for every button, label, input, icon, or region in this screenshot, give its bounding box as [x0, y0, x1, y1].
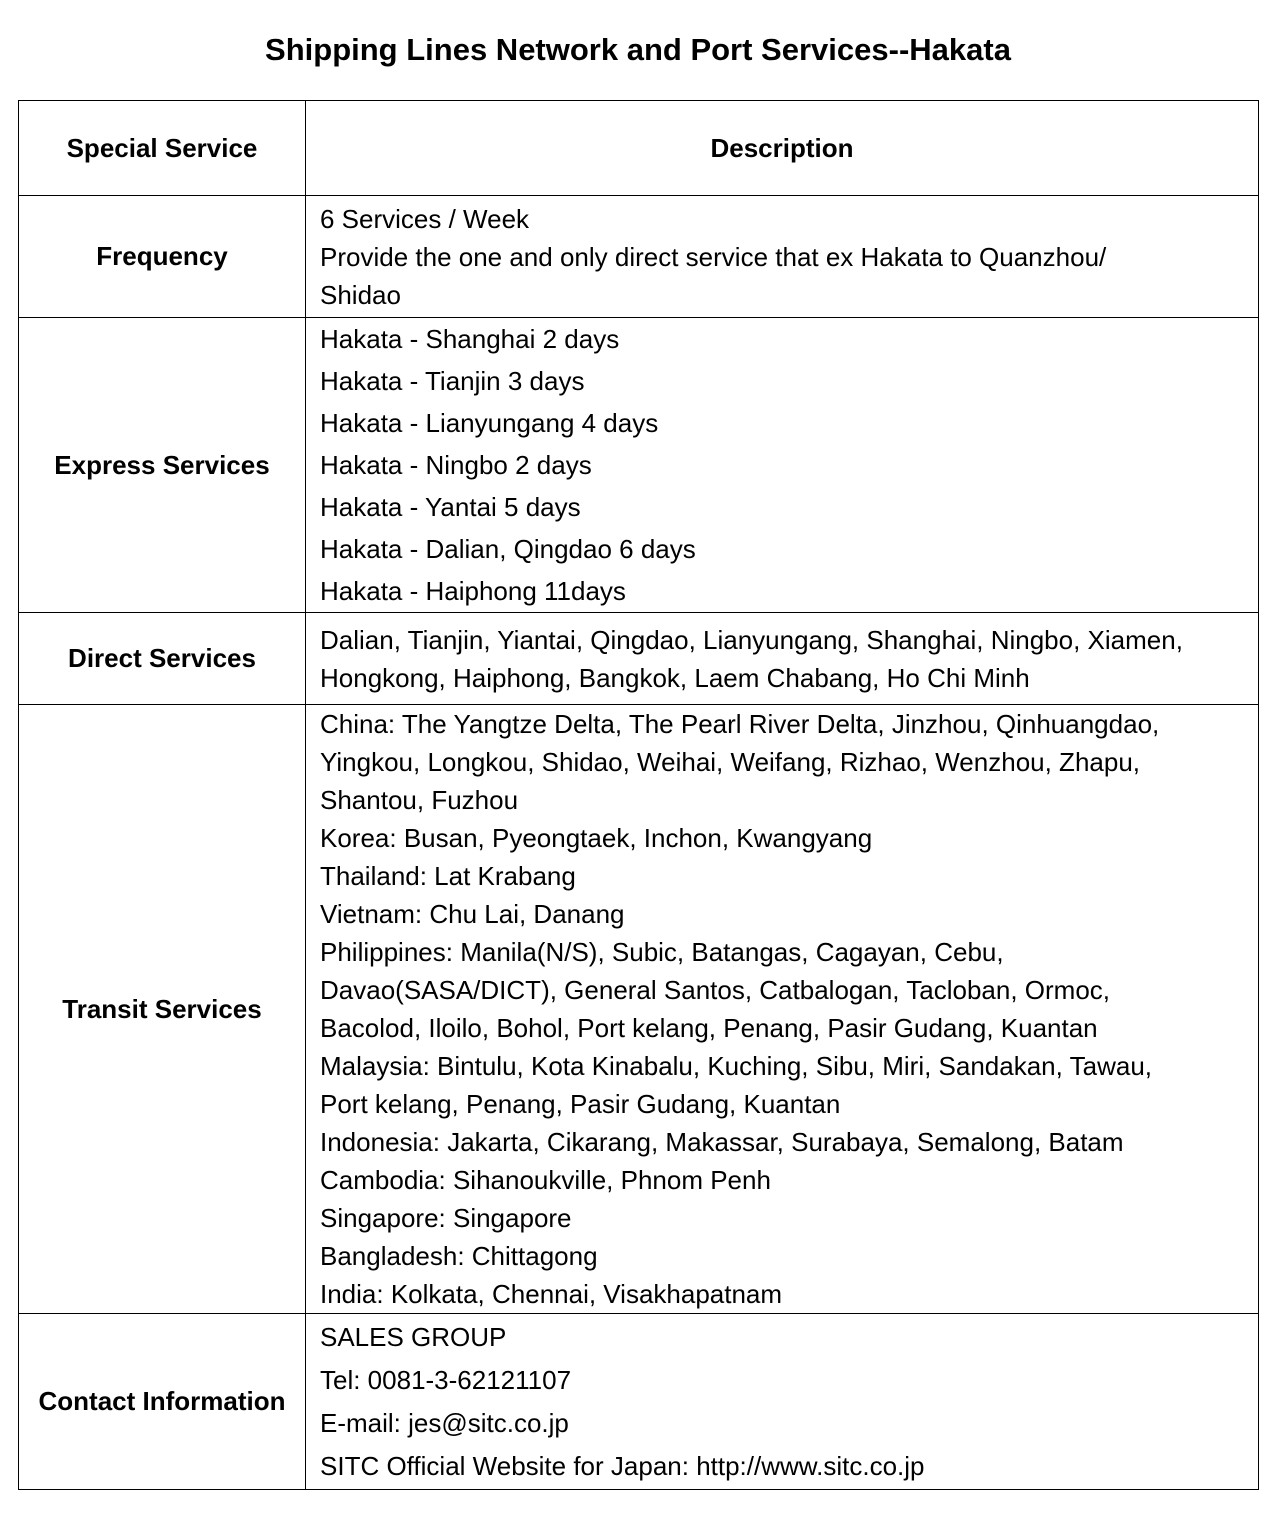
description-line: Hakata - Haiphong 11days [320, 576, 626, 606]
description-line: India: Kolkata, Chennai, Visakhapatnam [320, 1279, 783, 1309]
description-line: Shantou, Fuzhou [320, 785, 519, 815]
contact-tel: Tel: 0081-3-62121107 [320, 1364, 572, 1395]
description-line: Provide the one and only direct service that ex Hakata to Quanzhou/ [320, 241, 1107, 272]
row-transit-services [19, 705, 1259, 1314]
description-line: Port kelang, Penang, Pasir Gudang, Kuantan [320, 1089, 841, 1119]
services-table [18, 100, 1259, 1490]
description-line: SALES GROUP [320, 1321, 507, 1352]
description-line: Singapore: Singapore [320, 1203, 572, 1233]
description-line: Hakata - Dalian, Qingdao 6 days [320, 534, 696, 564]
row-label: Contact Information [19, 1314, 306, 1490]
row-label: Frequency [19, 196, 306, 318]
description-line: Hakata - Tianjin 3 days [320, 366, 585, 396]
row-description [306, 318, 1259, 613]
description-line: China: The Yangtze Delta, The Pearl River Delta, Jinzhou, Qinhuangdao, [320, 709, 1160, 739]
row-direct-services [19, 613, 1259, 705]
description-line: Yingkou, Longkou, Shidao, Weihai, Weifang, Rizhao, Wenzhou, Zhapu, [320, 747, 1141, 777]
description-line: Bangladesh: Chittagong [320, 1241, 598, 1271]
description-line: Malaysia: Bintulu, Kota Kinabalu, Kuching, Sibu, Miri, Sandakan, Tawau, [320, 1051, 1152, 1081]
row-description [306, 613, 1259, 705]
header-special-service: Special Service [19, 101, 306, 196]
header-description: Description [306, 101, 1259, 196]
description-line: Vietnam: Chu Lai, Danang [320, 899, 625, 929]
description-line: Hakata - Yantai 5 days [320, 492, 581, 522]
row-label: Transit Services [19, 705, 306, 1314]
contact-website: SITC Official Website for Japan: http://www.sitc.co.jp [320, 1450, 925, 1481]
description-line: Hakata - Ningbo 2 days [320, 450, 592, 480]
page-title: Shipping Lines Network and Port Services--Hakata [265, 32, 1011, 67]
row-label: Direct Services [19, 613, 306, 705]
description-line: Hongkong, Haiphong, Bangkok, Laem Chabang, Ho Chi Minh [320, 662, 1030, 693]
description-line: Hakata - Shanghai 2 days [320, 324, 620, 354]
row-frequency [19, 196, 1259, 318]
row-label: Express Services [19, 318, 306, 613]
row-description [306, 196, 1259, 318]
description-line: Dalian, Tianjin, Yiantai, Qingdao, Lianyungang, Shanghai, Ningbo, Xiamen, [320, 624, 1183, 655]
row-express-services [19, 318, 1259, 613]
description-line: Korea: Busan, Pyeongtaek, Inchon, Kwangyang [320, 823, 873, 853]
description-line: Cambodia: Sihanoukville, Phnom Penh [320, 1165, 771, 1195]
description-line: Davao(SASA/DICT), General Santos, Catbalogan, Tacloban, Ormoc, [320, 975, 1111, 1005]
table-header-row [19, 101, 1259, 196]
row-contact-information [19, 1314, 1259, 1490]
description-line: Bacolod, Iloilo, Bohol, Port kelang, Penang, Pasir Gudang, Kuantan [320, 1013, 1098, 1043]
description-line: Thailand: Lat Krabang [320, 861, 576, 891]
description-line: Philippines: Manila(N/S), Subic, Batangas, Cagayan, Cebu, [320, 937, 1004, 967]
description-line: 6 Services / Week [320, 203, 530, 234]
description-line: Shidao [320, 279, 401, 310]
description-line: Indonesia: Jakarta, Cikarang, Makassar, Surabaya, Semalong, Batam [320, 1127, 1124, 1157]
contact-email: E-mail: jes@sitc.co.jp [320, 1407, 569, 1438]
row-description [306, 1314, 1259, 1490]
description-line: Hakata - Lianyungang 4 days [320, 408, 659, 438]
row-description [306, 705, 1259, 1314]
